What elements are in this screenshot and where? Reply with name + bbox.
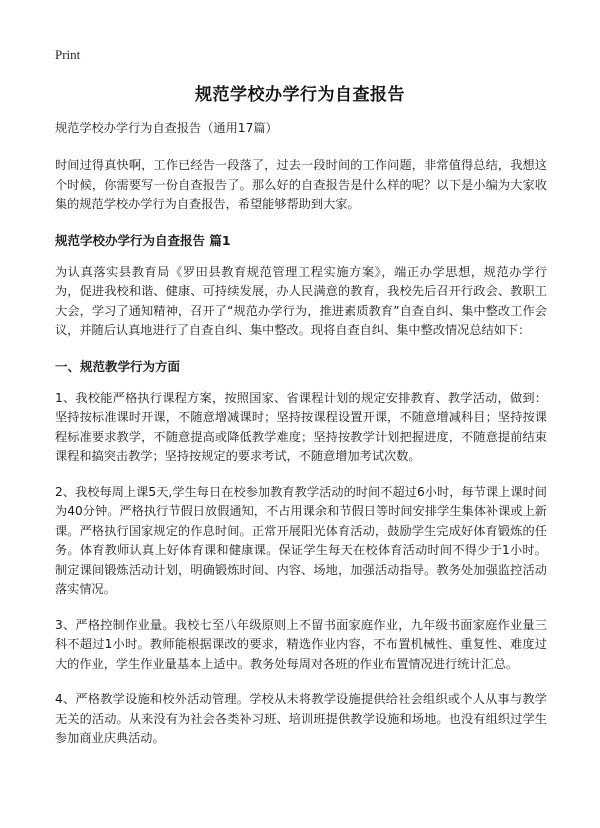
section-heading: 一、规范教学行为方面 xyxy=(55,358,181,374)
article-heading: 规范学校办学行为自查报告 篇1 xyxy=(55,232,231,248)
collection-subtitle: 规范学校办学行为自查报告（通用17篇） xyxy=(55,121,278,135)
list-item: 2、我校每周上课5天,学生每日在校参加教育教学活动的时间不超过6小时，每节课上课时间为40分钟。严格执行节假日放假通知，不占用课余和节假日等时间安排学生集体补课或上新课。严格执行国家规定的作息时间。正常开展阳光体育活动，鼓励学生完成好体育锻炼的任务。体育教师认真上好体育课和健康课。保证学生每天在校体育活动时间不得少于1小时。制定课间锻炼活动计划，明确锻炼时间、内容、场地，加强活动指导。教务处加强监控活动落实情况。 xyxy=(55,484,547,596)
list-item: 4、严格教学设施和校外活动管理。学校从未将教学设施提供给社会组织或个人从事与教学无关的活动。从来没有为社会各类补习班、培训班提供教学设施和场地。也没有组织过学生参加商业庆典活动。 xyxy=(55,692,547,745)
article-body xyxy=(55,118,547,765)
intro-paragraph: 时间过得真快啊，工作已经告一段落了，过去一段时间的工作问题，非常值得总结，我想这个时候，你需要写一份自查报告了。那么好的自查报告是什么样的呢？以下是小编为大家收集的规范学校办学行为自查报告，希望能够帮助到大家。 xyxy=(55,158,547,211)
print-link[interactable]: Print xyxy=(55,47,81,62)
list-item: 1、我校能严格执行课程方案，按照国家、省课程计划的规定安排教育、教学活动，做到：坚持按标准课时开课，不随意增减课时；坚持按课程设置开课，不随意增减科目；坚持按课程标准要求教学，不随意提高或降低教学难度；坚持按教学计划把握进度，不随意提前结束课程和搞突击教学；坚持按规定的要求考试，不随意增加考试次数。 xyxy=(55,390,547,463)
page-title: 规范学校办学行为自查报告 xyxy=(195,85,405,105)
opening-paragraph: 为认真落实县教育局《罗田县教育规范管理工程实施方案》，端正办学思想，规范办学行为，促进我校和谐、健康、可持续发展，办人民满意的教育，我校先后召开行政会、教职工大会，学习了通知精神，召开了“规范办学行为，推进素质教育”自查自纠、集中整改工作会议，并随后认真地进行了自查自纠、集中整改。现将自查自纠、集中整改情况总结如下： xyxy=(55,264,547,337)
list-item: 3、严格控制作业量。我校七至八年级原则上不留书面家庭作业，九年级书面家庭作业量三科不超过1小时。教师能根据课改的要求，精选作业内容，不布置机械性、重复性、难度过大的作业，学生作业量基本上适中。教务处每周对各班的作业布置情况进行统计汇总。 xyxy=(55,617,547,671)
